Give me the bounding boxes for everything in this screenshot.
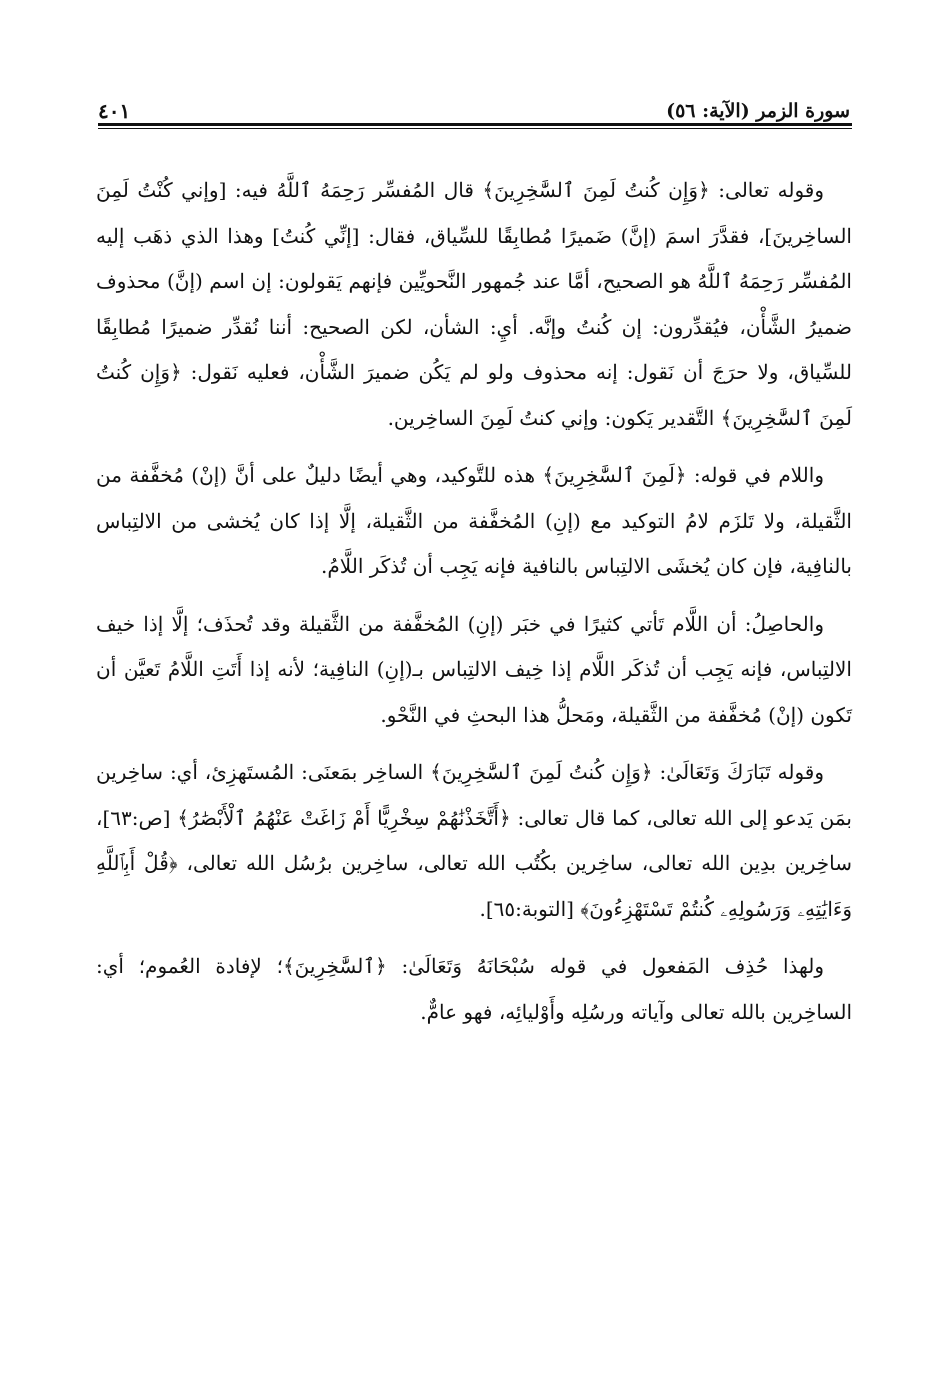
running-title: سورة الزمر (الآية: ٥٦) [666,100,850,122]
header-rule-thin [98,128,852,129]
paragraph-5: ولهذا حُذِف المَفعول في قوله سُبْحَانَهُ وَتَعَالَىٰ: ﴿ٱلسَّٰخِرِينَ﴾؛ لإفادة العُموم؛ أي: الساخِرين بالله تعالى وآياته ورسُلِه وأَوْليائِه، فهو عامٌّ. [96,954,852,1024]
paragraph-2: واللام في قوله: ﴿لَمِنَ ٱلسَّٰخِرِينَ﴾ هذه للتَّوكيد، وهي أيضًا دليلٌ على أنَّ (إنْ) مُخفَّفة من الثَّقيلة، ولا تَلزَم لامُ التوكيد مع (إنِ) المُخفَّفة من الثَّقيلة، إلَّا إذا كان يُخشى من الالتِباس بالنافِية، فإن كان يُخشَى الالتِباس بالنافية فإنه يَجِب أن تُذكَر اللَّامُ. [96,463,852,578]
page-body [96,168,852,1047]
page-header [98,86,850,124]
paragraph-1: وقوله تعالى: ﴿وَإِن كُنتُ لَمِنَ ٱلسَّٰخِرِينَ﴾ قال المُفسِّر رَحِمَهُ ٱللَّهُ فيه: [وإني كُنْتُ لَمِنَ الساخِرينَ]، فقدَّرَ اسمَ (إنَّ) ضَميرًا مُطابِقًا للسِّياق، فقال: [إنِّي كُنتُ] وهذا الذي ذهَب إليه المُفسِّر رَحِمَهُ ٱللَّهُ هو الصحيح، أمَّا عند جُمهور النَّحويِّين فإنهم يَقولون: إن اسم (إنَّ) محذوف ضميرُ الشَّأْن، فيُقدِّرون: إن كُنتُ وإنَّه. أيِ: الشأن، لكن الصحيح: أننا نُقدِّر ضميرًا مُطابِقًا للسِّياق، ولا حرَجَ أن نَقول: إنه محذوف ولو لم يَكُن ضميرَ الشَّأْن، فعليه نَقول: ﴿وَإِن كُنتُ لَمِنَ ٱلسَّٰخِرِينَ﴾ التَّقدير يَكون: وإني كنتُ لَمِنَ الساخِرين. [96,178,852,430]
header-rule [98,123,852,126]
page-number: ٤٠١ [98,99,131,123]
paragraph-3: والحاصِلُ: أن اللَّام تَأتي كثيرًا في خبَر (إنِ) المُخفَّفة من الثَّقيلة وقد تُحذَف؛ إلَّا إذا خيف الالتِباس، فإنه يَجِب أن تُذكَر اللَّام إذا خِيف الالتِباس بـ(إنِ) النافِية؛ لأنه إذا أَتَتِ اللَّامُ تَعيَّن أن تَكون (إنْ) مُخفَّفة من الثَّقيلة، ومَحلُّ هذا البحثِ في النَّحْو. [96,611,852,727]
paragraph-4: وقوله تَبَارَكَ وَتَعَالَىٰ: ﴿وَإِن كُنتُ لَمِنَ ٱلسَّٰخِرِينَ﴾ الساخِر بمَعنَى: المُستَهزِئ، أي: ساخِرين بمَن يَدعو إلى الله تعالى، كما قال تعالى: ﴿أَتَّخَذْنَٰهُمْ سِخْرِيًّا أَمْ زَاغَتْ عَنْهُمُ ٱلْأَبْصَٰرُ﴾ [ص:٦٣]، ساخِرين بدِين الله تعالى، ساخِرين بكُتُب الله تعالى، ساخِرين برُسُل الله تعالى، ﴿قُلْ أَبِٱللَّهِ وَءَايَٰتِهِۦ وَرَسُولِهِۦ كُنتُمْ تَسْتَهْزِءُونَ﴾ [التوبة:٦٥]. [96,760,852,921]
